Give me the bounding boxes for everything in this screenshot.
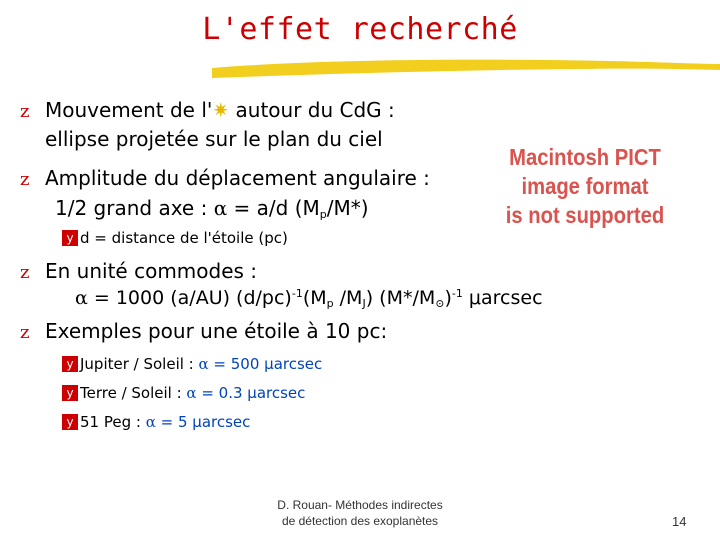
- bullet-4-line-1: Exemples pour une étoile à 10 pc:: [45, 319, 388, 343]
- bullet-marker-y: y: [62, 385, 78, 401]
- alpha-symbol: α: [186, 384, 197, 402]
- alpha-symbol: α: [75, 287, 88, 309]
- example-51peg: [80, 413, 250, 431]
- formula-part-c: /M: [333, 287, 363, 309]
- example-value: = 0.3 μarcsec: [196, 384, 306, 402]
- example-value: = 500 μarcsec: [208, 355, 323, 373]
- bullet-1-text-a: Mouvement de l': [45, 98, 213, 122]
- footer-line-2: de détection des exoplanètes: [281, 514, 439, 528]
- title-underline-brushstroke: [160, 52, 720, 80]
- pict-line-2: image format: [521, 173, 649, 199]
- pict-placeholder: [501, 143, 668, 230]
- bullet-2-text-a: 1/2 grand axe :: [55, 196, 214, 220]
- bullet-3-formula: [75, 287, 543, 309]
- bullet-1-line-2: ellipse projetée sur le plan du ciel: [45, 127, 383, 151]
- bullet-marker-z: z: [20, 322, 30, 343]
- star-icon: ✷: [212, 98, 230, 122]
- example-label: Jupiter / Soleil :: [80, 355, 199, 373]
- bullet-2-text-b: = a/d (M: [227, 196, 320, 220]
- footer-line-1: D. Rouan- Méthodes indirectes: [277, 498, 443, 512]
- bullet-marker-z: z: [20, 262, 30, 283]
- bullet-marker-y: y: [62, 414, 78, 430]
- bullet-marker-y: y: [62, 230, 78, 246]
- formula-part-a: = 1000 (a/AU) (d/pc): [87, 287, 292, 309]
- bullet-2-text-c: /M*): [326, 196, 369, 220]
- formula-part-d: ) (M*/M: [365, 287, 436, 309]
- subscript-p: p: [326, 297, 334, 310]
- superscript: -1: [451, 287, 463, 300]
- alpha-symbol: α: [213, 196, 228, 220]
- bullet-2-line-1: Amplitude du déplacement angulaire :: [45, 166, 430, 190]
- footer: [240, 497, 480, 529]
- formula-part-f: μarcsec: [462, 287, 543, 309]
- bullet-2-sub: d = distance de l'étoile (pc): [80, 229, 288, 247]
- sun-symbol: ⊙: [435, 297, 445, 310]
- alpha-symbol: α: [198, 355, 209, 373]
- example-label: 51 Peg :: [80, 413, 146, 431]
- bullet-marker-y: y: [62, 356, 78, 372]
- subscript-p: p: [319, 208, 327, 221]
- example-jupiter: [80, 355, 322, 373]
- pict-line-1: Macintosh PICT: [509, 144, 661, 170]
- pict-line-3: is not supported: [505, 202, 665, 228]
- subscript-j: J: [362, 297, 366, 310]
- example-earth: [80, 384, 305, 402]
- alpha-symbol: α: [145, 413, 156, 431]
- formula-part-b: (M: [302, 287, 327, 309]
- slide-title: L'effet recherché: [202, 12, 518, 47]
- bullet-1-line-1: [45, 98, 395, 122]
- bullet-3-line-1: En unité commodes :: [45, 259, 258, 283]
- bullet-marker-z: z: [20, 169, 30, 190]
- formula-part-e: ): [444, 287, 452, 309]
- bullet-marker-z: z: [20, 101, 30, 122]
- bullet-1-text-b: autour du CdG :: [229, 98, 395, 122]
- example-label: Terre / Soleil :: [80, 384, 187, 402]
- superscript: -1: [291, 287, 303, 300]
- bullet-2-line-2: [55, 196, 369, 220]
- example-value: = 5 μarcsec: [155, 413, 251, 431]
- page-number: 14: [672, 514, 687, 529]
